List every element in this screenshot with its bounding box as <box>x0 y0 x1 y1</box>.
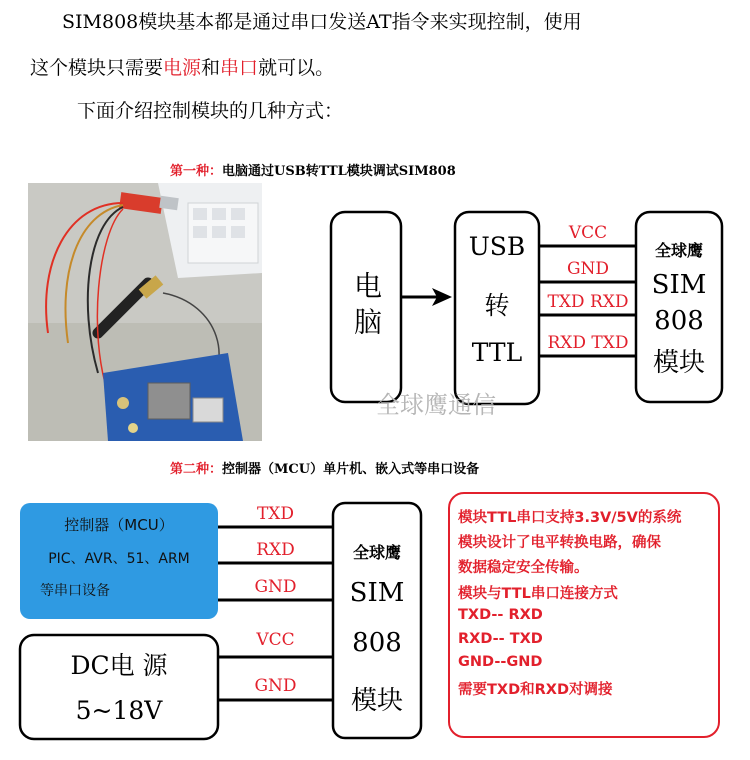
method2-prefix: 第二种： <box>170 462 223 477</box>
dc-label-2: 5~18V <box>75 696 163 725</box>
intro-line-3: 下面介绍控制模块的几种方式： <box>77 100 344 122</box>
wire-label-rxd: RXD <box>256 540 295 560</box>
wire-label-gnd: GND <box>566 259 610 279</box>
dc-label-1: DC电 源 <box>70 651 168 680</box>
mcu-label-1: 控制器（MCU） <box>64 516 174 534</box>
usb-label-3: TTL <box>471 338 523 367</box>
note-line: GND--GND <box>458 654 543 670</box>
note-line: 模块设计了电平转换电路，确保 <box>458 535 661 551</box>
intro-line-1: SIM808模块基本都是通过串口发送AT指令来实现控制，使用 <box>62 11 582 33</box>
wire-label-txd: TXD <box>256 504 295 524</box>
method1-text: 电脑通过USB转TTL模块调试SIM808 <box>222 164 456 179</box>
power-highlight: 电源 <box>163 57 202 79</box>
wire-label-vcc-dc: VCC <box>256 630 295 650</box>
module2-brand: 全球鹰 <box>352 543 401 562</box>
serial-highlight: 串口 <box>220 57 259 79</box>
wire-label-vcc: VCC <box>568 223 608 243</box>
module1-mokuai: 模块 <box>652 348 705 378</box>
intro-text: 就可以。 <box>258 57 335 79</box>
note-line: TXD-- RXD <box>458 607 543 623</box>
module2-mokuai: 模块 <box>350 686 403 716</box>
wire-label-rxd-txd: RXD TXD <box>547 333 629 353</box>
intro-text: 和 <box>201 57 221 79</box>
wire-label-gnd-mcu: GND <box>254 577 297 597</box>
intro-text: 这个模块只需要 <box>30 57 164 79</box>
module1-808: 808 <box>654 306 704 336</box>
watermark: 全球鹰通信 <box>376 391 496 419</box>
note-line: 模块TTL串口支持3.3V/5V的系统 <box>458 510 682 526</box>
pc-label: 电脑 <box>350 271 383 343</box>
wire-label-gnd-dc: GND <box>254 676 297 696</box>
method1-prefix: 第一种： <box>170 164 223 179</box>
module2-sim: SIM <box>349 578 405 608</box>
note-line: 数据稳定安全传输。 <box>458 560 589 576</box>
note-line: 需要TXD和RXD对调接 <box>458 682 613 698</box>
note-line: RXD-- TXD <box>458 631 543 647</box>
wire-label-txd-rxd: TXD RXD <box>547 292 629 312</box>
usb-label-1: USB <box>468 232 526 261</box>
mcu-label-2: PIC、AVR、51、ARM <box>48 551 190 567</box>
usb-label-2: 转 <box>484 291 510 320</box>
method2-text: 控制器（MCU）单片机、嵌入式等串口设备 <box>222 462 480 477</box>
module1-brand: 全球鹰 <box>654 241 703 260</box>
note-line: 模块与TTL串口连接方式 <box>458 586 618 602</box>
module2-808: 808 <box>352 628 402 658</box>
module1-sim: SIM <box>651 270 707 300</box>
mcu-label-3: 等串口设备 <box>40 583 110 599</box>
notes-box <box>448 492 720 738</box>
